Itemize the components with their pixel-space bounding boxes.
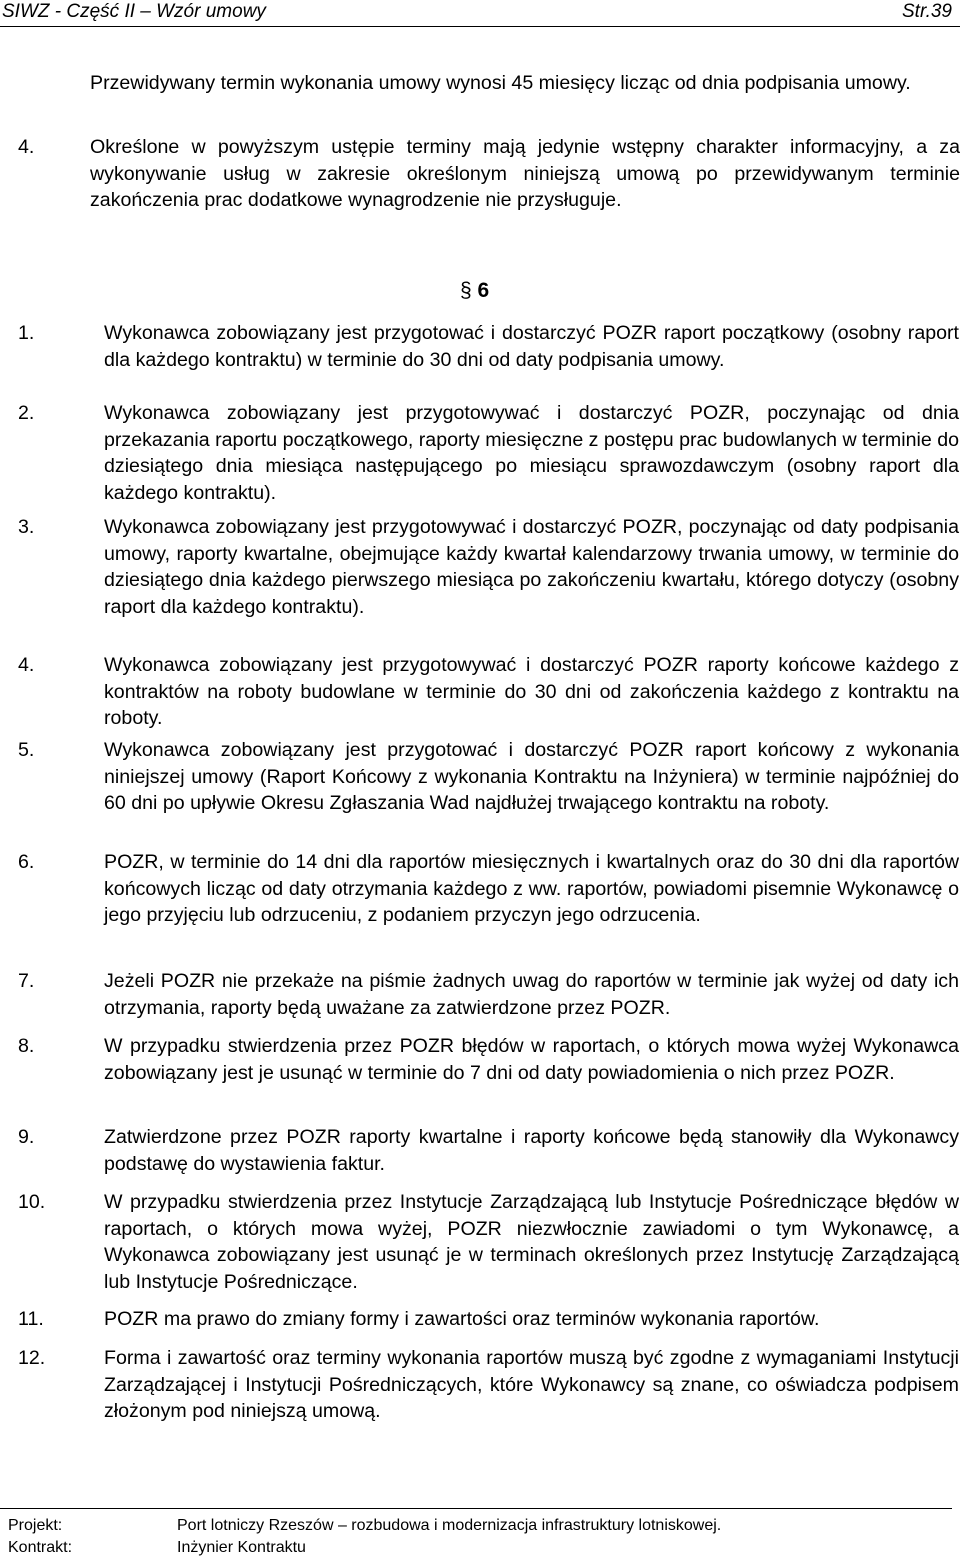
item-number: 1. <box>18 322 35 344</box>
item-text: W przypadku stwierdzenia przez Instytucje Zarządzającą lub Instytucje Pośredniczące błędów w raportach, o których mowa wyżej, POZR niezwłocznie zawiadomi o tym Wykonawcę, a Wykonawca zobowiązany jest usunąć je w terminach określonych przez Instytucję Zarządzającą lub Instytucje Pośredniczące. <box>104 1191 959 1293</box>
contract-label: Kontrakt: <box>8 1539 73 1556</box>
item-text: Wykonawca zobowiązany jest przygotować i dostarczyć POZR raport końcowy z wykonania niniejszej umowy (Raport Końcowy z wykonania Kontraktu na Inżyniera) w terminie najpóźniej do 60 dni po upływie Okresu Zgłaszania Wad najdłużej trwającego kontraktu na roboty. <box>104 739 959 814</box>
item-number: 8. <box>18 1035 35 1057</box>
item-number: 11. <box>18 1308 44 1330</box>
item-text: Wykonawca zobowiązany jest przygotowywać i dostarczyć POZR, poczynając od dnia przekazania raportu początkowego, raporty miesięczne z postępu prac budowlanych w terminie do dziesiątego dnia miesiąca następującego po miesiącu sprawozdawczym (osobny raport dla każdego kontraktu). <box>104 402 959 504</box>
section-number: 6 <box>477 279 490 302</box>
item-number: 6. <box>18 851 35 873</box>
item-text: W przypadku stwierdzenia przez POZR błędów w raportach, o których mowa wyżej Wykonawca zobowiązany jest je usunąć w terminie do 7 dni od daty powiadomienia o nich przez POZR. <box>104 1035 959 1084</box>
project-label: Projekt: <box>8 1517 63 1534</box>
item-text: POZR ma prawo do zmiany formy i zawartości oraz terminów wykonania raportów. <box>104 1308 820 1330</box>
page-number: Str.39 <box>902 1 952 22</box>
contract-value: Inżynier Kontraktu <box>177 1539 306 1556</box>
section-heading <box>460 278 489 305</box>
item-number: 3. <box>18 516 35 538</box>
project-value: Port lotniczy Rzeszów – rozbudowa i modernizacja infrastruktury lotniskowej. <box>177 1517 722 1534</box>
intro-paragraph: Przewidywany termin wykonania umowy wynosi 45 miesięcy licząc od dnia podpisania umowy. <box>90 72 911 94</box>
section-symbol: § <box>460 279 472 302</box>
item-text: POZR, w terminie do 14 dni dla raportów miesięcznych i kwartalnych oraz do 30 dni dla raportów końcowych licząc od daty otrzymania każdego z ww. raportów, powiadomi pisemnie Wykonawcę o jego przyjęciu lub odrzuceniu, z podaniem przyczyn jego odrzucenia. <box>104 851 959 926</box>
item-number: 2. <box>18 402 35 424</box>
item-text: Wykonawca zobowiązany jest przygotować i dostarczyć POZR raport początkowy (osobny raport dla każdego kontraktu) w terminie do 30 dni od daty podpisania umowy. <box>104 322 959 371</box>
item-text: Określone w powyższym ustępie terminy mają jedynie wstępny charakter informacyjny, a za wykonywanie usług w zakresie określonym niniejszą umową po przewidywanym terminie zakończenia prac dodatkowe wynagrodzenie nie przysługuje. <box>90 136 960 211</box>
item-text: Zatwierdzone przez POZR raporty kwartalne i raporty końcowe będą stanowiły dla Wykonawcy podstawę do wystawienia faktur. <box>104 1126 959 1175</box>
item-number: 5. <box>18 739 35 761</box>
item-text: Wykonawca zobowiązany jest przygotowywać i dostarczyć POZR raporty końcowe każdego z kontraktów na roboty budowlane w terminie do 30 dni od zakończenia każdego z kontraktu na roboty. <box>104 654 959 729</box>
item-number: 4. <box>18 654 35 676</box>
item-number: 9. <box>18 1126 35 1148</box>
item-text: Wykonawca zobowiązany jest przygotowywać i dostarczyć POZR, poczynając od daty podpisania umowy, raporty kwartalne, obejmujące każdy kwartał kalendarzowy trwania umowy, w terminie do dziesiątego dnia każdego pierwszego miesiąca po zakończeniu kwartału, którego dotyczy (osobny raport dla każdego kontraktu). <box>104 516 959 618</box>
item-number: 10. <box>18 1191 46 1213</box>
footer-rule <box>0 1508 952 1509</box>
item-text: Jeżeli POZR nie przekaże na piśmie żadnych uwag do raportów w terminie jak wyżej od daty ich otrzymania, raporty będą uważane za zatwierdzone przez POZR. <box>104 970 959 1019</box>
item-number: 12. <box>18 1347 46 1369</box>
document-title: SIWZ - Część II – Wzór umowy <box>2 1 266 22</box>
item-number: 7. <box>18 970 35 992</box>
item-text: Forma i zawartość oraz terminy wykonania raportów muszą być zgodne z wymaganiami Instytucji Zarządzającej i Instytucji Pośredniczących, które Wykonawcy są znane, co oświadcza podpisem złożonym pod niniejszą umową. <box>104 1347 959 1422</box>
item-number: 4. <box>18 136 35 158</box>
header-rule <box>0 26 960 27</box>
page-header <box>0 0 960 28</box>
